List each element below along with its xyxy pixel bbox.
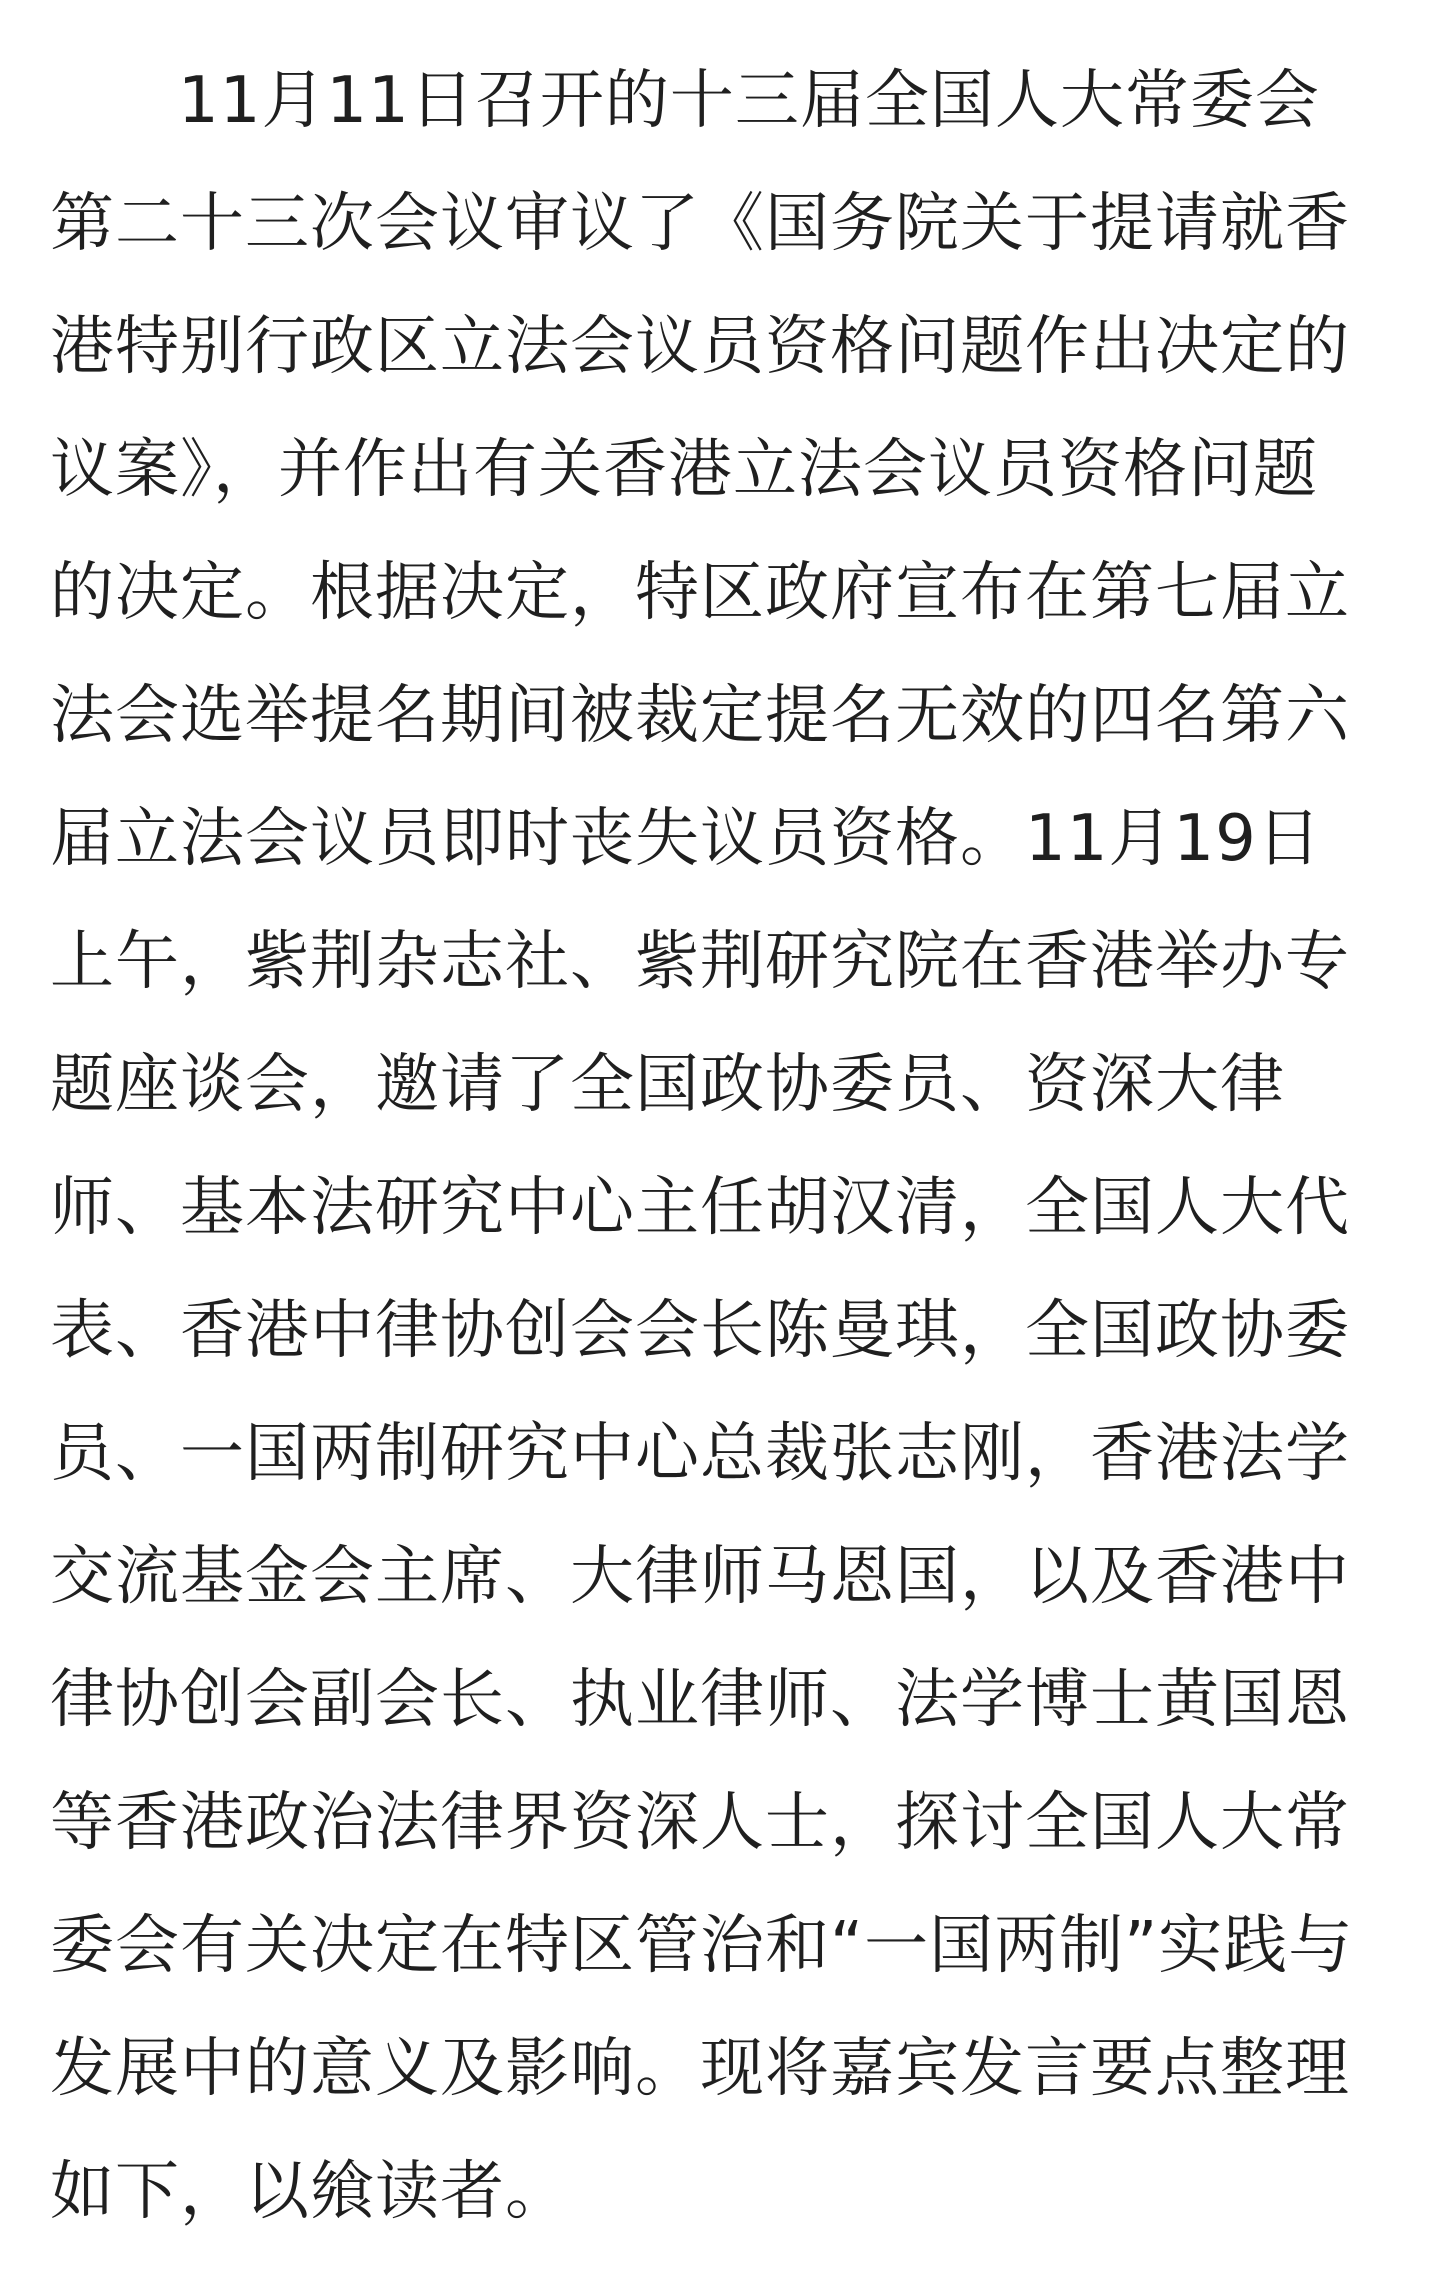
paragraph-line: 第二十三次会议审议了《国务院关于提请就香 xyxy=(50,187,1350,261)
paragraph-line: 议案》，并作出有关香港立法会议员资格问题 xyxy=(50,433,1318,507)
paragraph-line: 法会选举提名期间被裁定提名无效的四名第六 xyxy=(50,679,1350,753)
paragraph-line: 题座谈会，邀请了全国政协委员、资深大律 xyxy=(50,1048,1285,1122)
article-body xyxy=(50,40,1370,2254)
paragraph-line: 律协创会副会长、执业律师、法学博士黄国恩 xyxy=(50,1663,1350,1737)
paragraph-line: 届立法会议员即时丧失议员资格。11月19日 xyxy=(50,802,1322,876)
paragraph-line: 如下，以飨读者。 xyxy=(50,2155,570,2229)
paragraph-line: 发展中的意义及影响。现将嘉宾发言要点整理 xyxy=(50,2032,1350,2106)
paragraph-line: 表、香港中律协创会会长陈曼琪，全国政协委 xyxy=(50,1294,1350,1368)
paragraph-line: 委会有关决定在特区管治和“一国两制”实践与 xyxy=(50,1909,1354,1983)
paragraph-line: 的决定。根据决定，特区政府宣布在第七届立 xyxy=(50,556,1350,630)
paragraph-line: 员、一国两制研究中心总裁张志刚，香港法学 xyxy=(50,1417,1350,1491)
paragraph-line: 11月11日召开的十三届全国人大常委会 xyxy=(178,64,1320,138)
paragraph-line: 交流基金会主席、大律师马恩国，以及香港中 xyxy=(50,1540,1350,1614)
paragraph-line: 师、基本法研究中心主任胡汉清，全国人大代 xyxy=(50,1171,1350,1245)
paragraph-line: 等香港政治法律界资深人士，探讨全国人大常 xyxy=(50,1786,1350,1860)
paragraph-line: 港特别行政区立法会议员资格问题作出决定的 xyxy=(50,310,1350,384)
paragraph-line: 上午，紫荆杂志社、紫荆研究院在香港举办专 xyxy=(50,925,1350,999)
